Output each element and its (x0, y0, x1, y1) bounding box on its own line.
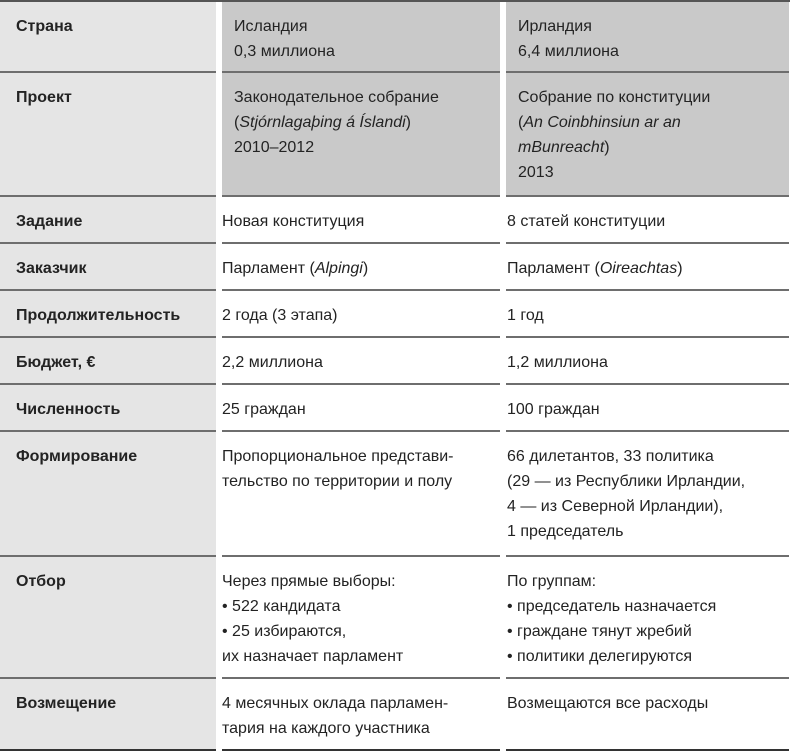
ireland-cell: 8 статей конституции (507, 213, 666, 230)
ireland-cell: Ирландия 6,4 миллиона (506, 2, 789, 72)
iceland-cell: 2 года (3 этапа) (222, 307, 338, 324)
table-row-country (0, 2, 790, 72)
ireland-cell: По группам: • председатель назначается • граждане тянут жребий • политики делегируются (507, 573, 717, 665)
row-label: Отбор (16, 573, 66, 590)
ireland-cell: 66 дилетантов, 33 политика (29 — из Республики Ирландии, 4 — из Северной Ирландии), 1 председатель (507, 448, 746, 540)
table-row-selection (0, 557, 790, 677)
ireland-cell: Парламент (Oireachtas) (507, 260, 683, 277)
table-row-formation (0, 432, 790, 555)
iceland-cell: Новая конституция (222, 213, 365, 230)
iceland-cell: Парламент (Alpingi) (222, 260, 369, 277)
table-row-task (0, 197, 790, 242)
row-label: Задание (16, 213, 83, 230)
row-label: Численность (16, 401, 121, 418)
iceland-cell: 2,2 миллиона (222, 354, 323, 371)
table-row-duration (0, 291, 790, 336)
iceland-cell: Законодательное собрание (Stjórnlagaþing á Íslandi) 2010–2012 (222, 73, 500, 195)
table-row-compensation (0, 679, 790, 749)
table-row-size (0, 385, 790, 430)
row-label: Заказчик (16, 260, 87, 277)
ireland-cell: 1,2 миллиона (507, 354, 608, 371)
iceland-cell: Через прямые выборы: • 522 кандидата • 25 избираются, их назначает парламент (222, 573, 404, 665)
table-row-budget (0, 338, 790, 383)
table-row-client (0, 244, 790, 289)
ireland-cell: 100 граждан (507, 401, 600, 418)
iceland-cell: 4 месячных оклада парламен- тария на каждого участника (222, 695, 449, 737)
row-label: Продолжительность (16, 307, 181, 324)
iceland-cell: 25 граждан (222, 401, 306, 418)
iceland-cell: Пропорциональное представи- тельство по территории и полу (222, 448, 454, 490)
table-row-project (0, 73, 790, 195)
row-label: Проект (16, 89, 72, 106)
iceland-cell: Исландия 0,3 миллиона (222, 2, 500, 72)
row-label: Возмещение (16, 695, 117, 712)
ireland-cell: 1 год (507, 307, 544, 324)
row-label: Формирование (16, 448, 138, 465)
row-label: Страна (16, 18, 73, 35)
ireland-cell: Собрание по конституции (An Coinbhinsiun ar an mBunreacht) 2013 (506, 73, 789, 195)
row-label: Бюджет, € (16, 354, 96, 371)
ireland-cell: Возмещаются все расходы (507, 695, 709, 712)
